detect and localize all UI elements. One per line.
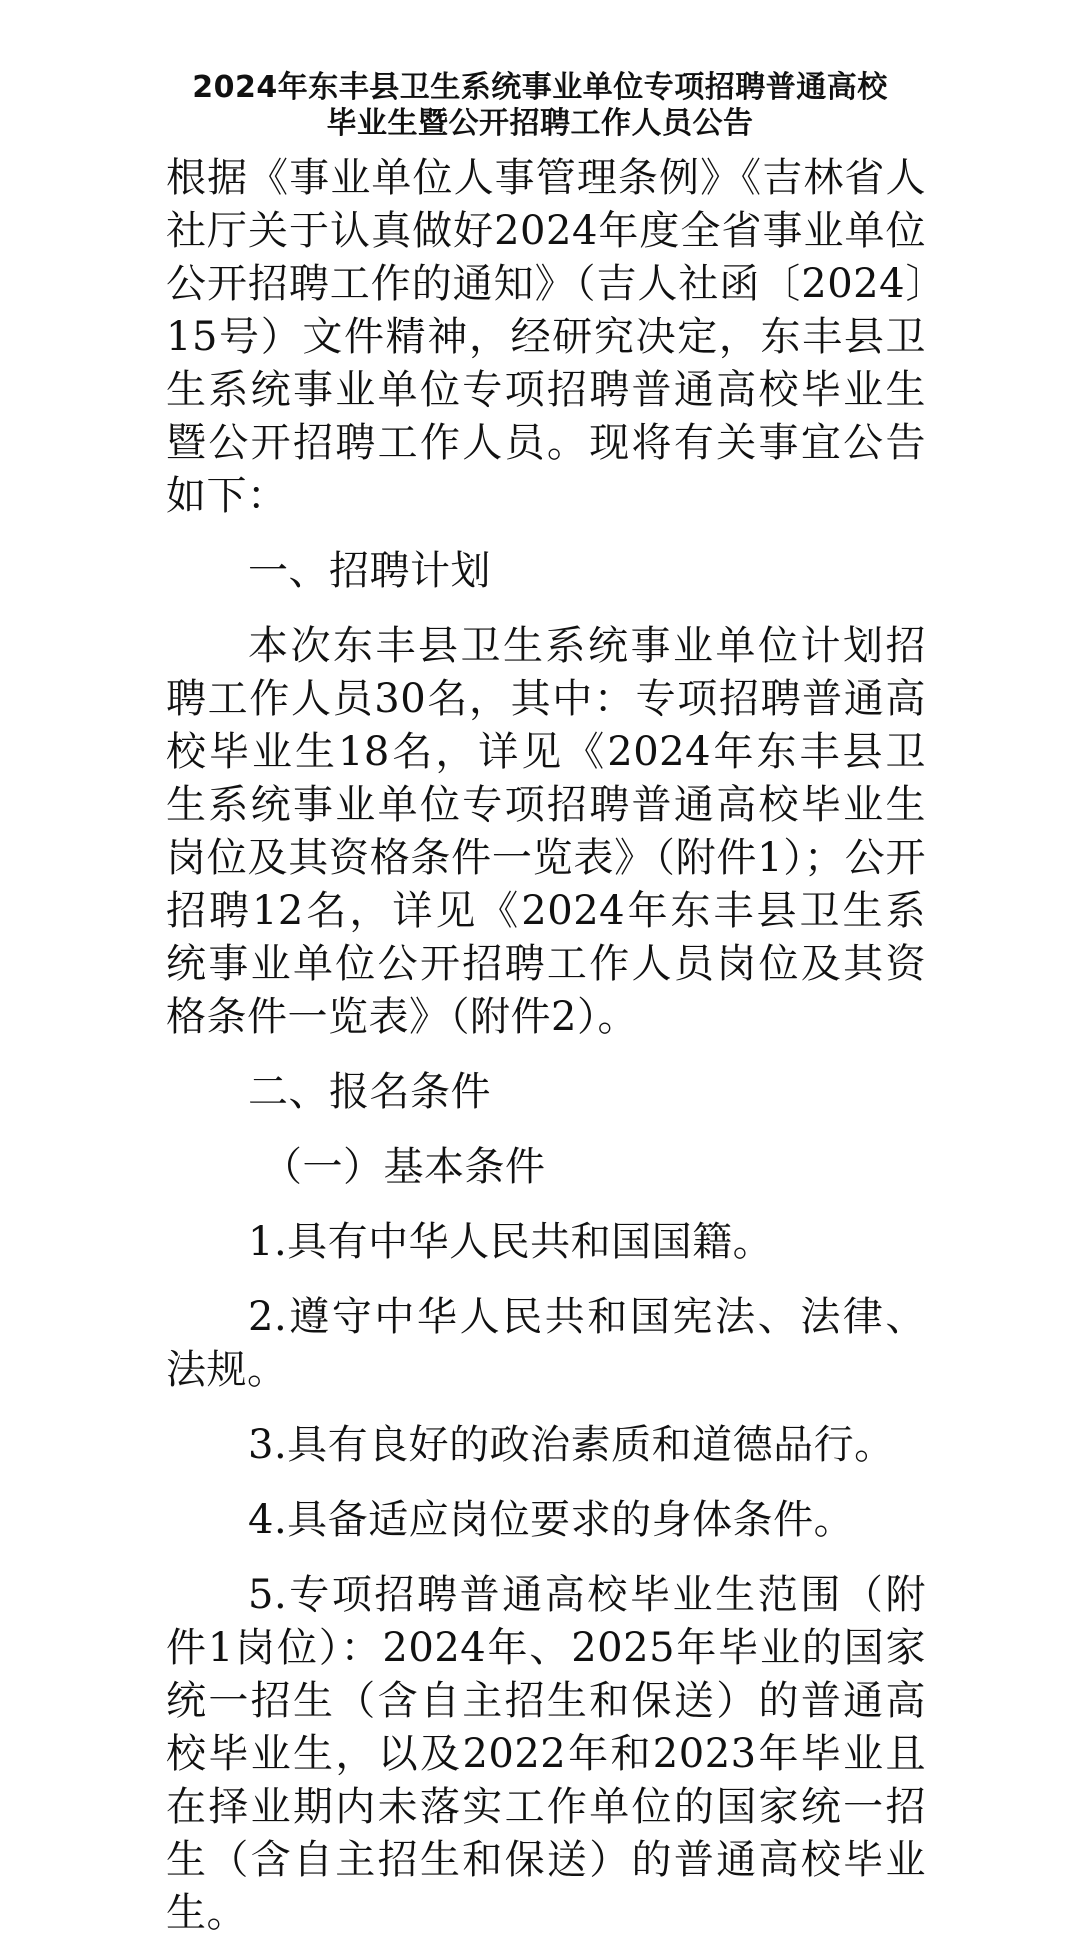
condition-item-2: 2.遵守中华人民共和国宪法、法律、法规。 [166, 1294, 926, 1393]
section-1-heading: 一、招聘计划 [248, 548, 491, 594]
condition-item-1: 1.具有中华人民共和国国籍。 [248, 1219, 774, 1265]
condition-item-5: 5.专项招聘普通高校毕业生范围（附件1岗位）：2024年、2025年毕业的国家统一招生（含自主招生和保送）的普通高校毕业生，以及2022年和2023年毕业且在择业期内未落实工作单位的国家统一招生（含自主招生和保送）的普通高校毕业生。 [166, 1572, 926, 1936]
condition-item-3: 3.具有良好的政治素质和道德品行。 [248, 1422, 895, 1468]
section-2-heading: 二、报名条件 [248, 1069, 491, 1115]
document-title-line-1: 2024年东丰县卫生系统事业单位专项招聘普通高校 [192, 70, 888, 105]
condition-item-4: 4.具备适应岗位要求的身体条件。 [248, 1497, 855, 1543]
document-body [166, 152, 926, 1940]
subsection-1-heading: （一）基本条件 [262, 1144, 546, 1190]
section-1-paragraph: 本次东丰县卫生系统事业单位计划招聘工作人员30名，其中：专项招聘普通高校毕业生18名，详见《2024年东丰县卫生系统事业单位专项招聘普通高校毕业生岗位及其资格条件一览表》（附件1）；公开招聘12名，详见《2024年东丰县卫生系统事业单位公开招聘工作人员岗位及其资格条件一览表》（附件2）。 [166, 623, 926, 1040]
document-title-line-2: 毕业生暨公开招聘工作人员公告 [326, 106, 754, 141]
intro-paragraph: 根据《事业单位人事管理条例》《吉林省人社厅关于认真做好2024年度全省事业单位公开招聘工作的通知》（吉人社函〔2024〕15号）文件精神，经研究决定，东丰县卫生系统事业单位专项招聘普通高校毕业生暨公开招聘工作人员。现将有关事宜公告如下： [166, 155, 926, 519]
